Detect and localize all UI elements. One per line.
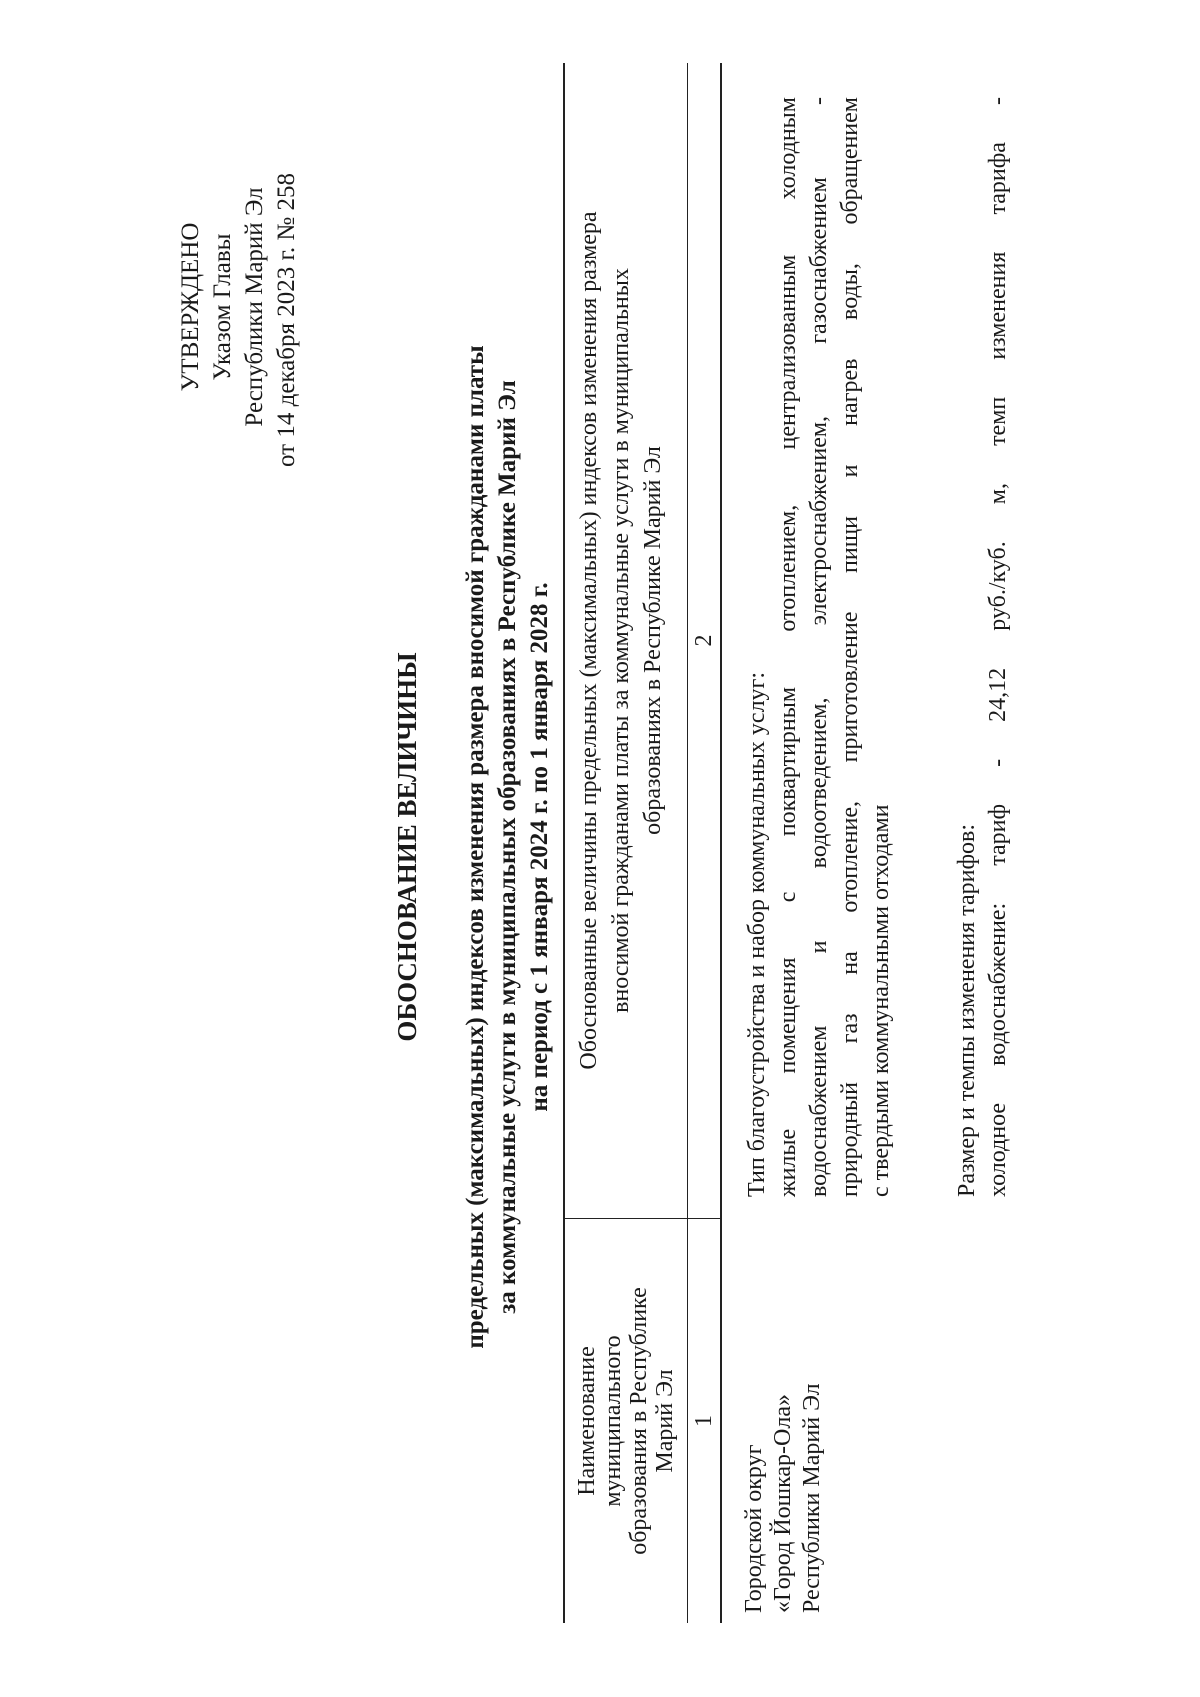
- municipality-line: Городской округ: [741, 1444, 767, 1613]
- header-line: Марий Эл: [652, 1369, 678, 1473]
- approval-stamp: [175, 147, 303, 467]
- tariffs-line: холодное водоснабжение: тариф - 24,12 руб./куб. м, темп изменения тарифа -: [985, 97, 1011, 1197]
- table-column-numbers: [687, 63, 722, 1623]
- municipality-line: Республики Марий Эл: [799, 1383, 825, 1613]
- subtitle-line: предельных (максимальных) индексов изменения размера вносимой гражданами платы: [462, 345, 489, 1349]
- header-line: Обоснованные величины предельных (максимальных) индексов изменения размера: [576, 211, 602, 1070]
- subtitle-line: на период с 1 января 2024 г. по 1 января 2028 г.: [526, 582, 553, 1112]
- header-line: образованиях в Республике Марий Эл: [640, 446, 666, 835]
- indices-table: [563, 63, 722, 1623]
- column-number-2: 2: [691, 634, 717, 647]
- tariffs-heading: Размер и темпы изменения тарифов:: [954, 824, 980, 1197]
- services-line: водоснабжением и водоотведением, электроснабжением, газоснабжением -: [806, 97, 832, 1197]
- document-title: ОБОСНОВАНИЕ ВЕЛИЧИНЫ: [392, 652, 422, 1042]
- title-block: [390, 197, 556, 1497]
- municipality-details: [742, 97, 1014, 1197]
- document-subtitle: [460, 197, 556, 1497]
- header-line: Наименование: [574, 1346, 600, 1496]
- header-municipality: [565, 1218, 687, 1623]
- header-line: муниципального: [600, 1335, 626, 1507]
- services-line: природный газ на отопление, приготовление пищи и нагрев воды, обращением: [837, 97, 863, 1197]
- approval-line-3: Республики Марий Эл: [241, 187, 268, 427]
- municipality-line: «Город Йошкар-Ола»: [770, 1394, 796, 1613]
- approval-line-1: УТВЕРЖДЕНО: [177, 222, 204, 392]
- section-gap: [897, 97, 952, 1197]
- approval-line-2: Указом Главы: [209, 233, 236, 381]
- services-heading: Тип благоустройства и набор коммунальных услуг:: [744, 671, 770, 1197]
- header-line: вносимой гражданами платы за коммунальные услуги в муниципальных: [608, 268, 634, 1013]
- header-indices: [565, 63, 687, 1218]
- subtitle-line: за коммунальные услуги в муниципальных образованиях в Республике Марий Эл: [494, 380, 521, 1314]
- column-number-1: 1: [688, 1218, 720, 1623]
- services-line: жилые помещения с поквартирным отоплением, централизованным холодным: [775, 97, 801, 1197]
- approval-date-line: от 14 декабря 2023 г. № 258: [273, 172, 300, 467]
- header-line: образования в Республике: [626, 1287, 652, 1555]
- municipality-name: [740, 1243, 827, 1613]
- table-header-row: [565, 63, 687, 1623]
- services-line: с твердыми коммунальными отходами: [868, 804, 894, 1197]
